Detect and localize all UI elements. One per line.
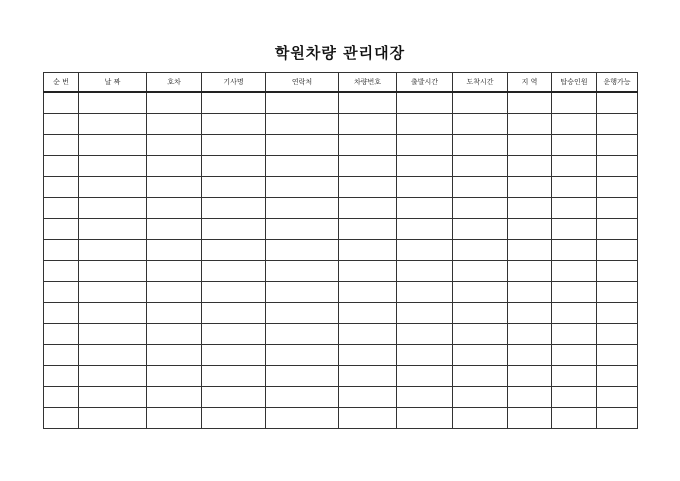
table-cell [453, 135, 508, 156]
table-cell [79, 303, 147, 324]
table-cell [397, 114, 453, 135]
table-cell [202, 261, 266, 282]
table-cell [552, 156, 597, 177]
table-cell [508, 135, 552, 156]
table-cell [597, 219, 638, 240]
table-cell [453, 240, 508, 261]
table-cell [79, 156, 147, 177]
table-cell [79, 135, 147, 156]
table-cell [147, 282, 202, 303]
table-cell [79, 92, 147, 114]
table-cell [44, 198, 79, 219]
table-cell [79, 240, 147, 261]
table-cell [44, 261, 79, 282]
table-cell [266, 282, 339, 303]
table-cell [147, 114, 202, 135]
table-cell [552, 345, 597, 366]
table-cell [508, 198, 552, 219]
table-cell [597, 261, 638, 282]
table-cell [339, 156, 397, 177]
table-cell [202, 240, 266, 261]
table-body [44, 92, 638, 429]
table-cell [147, 156, 202, 177]
table-cell [266, 366, 339, 387]
table-cell [597, 387, 638, 408]
table-cell [147, 261, 202, 282]
table-row [44, 366, 638, 387]
table-cell [339, 92, 397, 114]
table-cell [79, 345, 147, 366]
table-cell [147, 198, 202, 219]
table-cell [453, 387, 508, 408]
table-cell [552, 198, 597, 219]
table-row [44, 282, 638, 303]
table-cell [44, 408, 79, 429]
table-cell [44, 345, 79, 366]
col-header-arrival: 도착시간 [453, 73, 508, 93]
table-cell [44, 240, 79, 261]
table-cell [453, 303, 508, 324]
table-cell [339, 219, 397, 240]
col-header-passengers: 탑승인원 [552, 73, 597, 93]
table-cell [147, 92, 202, 114]
table-cell [552, 366, 597, 387]
table-cell [453, 114, 508, 135]
table-row [44, 345, 638, 366]
table-cell [44, 366, 79, 387]
table-cell [552, 324, 597, 345]
table-cell [397, 366, 453, 387]
table-cell [339, 135, 397, 156]
table-cell [339, 240, 397, 261]
col-header-area: 지 역 [508, 73, 552, 93]
table-cell [202, 366, 266, 387]
table-cell [508, 156, 552, 177]
table-row [44, 92, 638, 114]
table-cell [339, 303, 397, 324]
table-cell [202, 387, 266, 408]
table-cell [147, 303, 202, 324]
col-header-date: 날 짜 [79, 73, 147, 93]
table-cell [44, 177, 79, 198]
table-cell [266, 387, 339, 408]
table-cell [44, 387, 79, 408]
table-cell [339, 408, 397, 429]
table-cell [266, 261, 339, 282]
table-cell [453, 261, 508, 282]
table-cell [266, 240, 339, 261]
table-cell [202, 177, 266, 198]
table-cell [508, 387, 552, 408]
document-title: 학원차량 관리대장 [274, 44, 406, 62]
table-cell [397, 408, 453, 429]
table-cell [508, 240, 552, 261]
table-cell [597, 240, 638, 261]
col-header-departure: 출발시간 [397, 73, 453, 93]
table-cell [202, 282, 266, 303]
table-cell [397, 156, 453, 177]
table-cell [397, 387, 453, 408]
table-cell [202, 135, 266, 156]
table-cell [147, 177, 202, 198]
table-cell [339, 387, 397, 408]
table-cell [266, 92, 339, 114]
table-row [44, 387, 638, 408]
table-cell [147, 387, 202, 408]
table-cell [79, 408, 147, 429]
table-cell [552, 92, 597, 114]
table-cell [44, 156, 79, 177]
table-cell [44, 282, 79, 303]
table-cell [597, 324, 638, 345]
table-cell [44, 114, 79, 135]
table-row [44, 219, 638, 240]
table-cell [202, 219, 266, 240]
table-cell [266, 345, 339, 366]
table-cell [202, 156, 266, 177]
table-cell [339, 198, 397, 219]
table-cell [552, 240, 597, 261]
table-cell [44, 219, 79, 240]
table-cell [508, 92, 552, 114]
table-cell [453, 345, 508, 366]
table-cell [266, 408, 339, 429]
table-cell [597, 408, 638, 429]
table-cell [397, 324, 453, 345]
table-cell [597, 135, 638, 156]
table-cell [266, 177, 339, 198]
table-row [44, 177, 638, 198]
table-cell [453, 219, 508, 240]
table-cell [266, 219, 339, 240]
table-cell [597, 303, 638, 324]
table-cell [552, 177, 597, 198]
table-cell [552, 219, 597, 240]
table-cell [597, 92, 638, 114]
table-cell [79, 198, 147, 219]
table-cell [44, 92, 79, 114]
col-header-vehicle-no: 호차 [147, 73, 202, 93]
table-cell [202, 114, 266, 135]
table-cell [597, 198, 638, 219]
table-row [44, 240, 638, 261]
table-cell [147, 345, 202, 366]
table-cell [397, 282, 453, 303]
table-row [44, 408, 638, 429]
table-cell [339, 282, 397, 303]
table-cell [266, 156, 339, 177]
table-cell [597, 282, 638, 303]
table-cell [202, 303, 266, 324]
table-cell [44, 303, 79, 324]
table-cell [397, 92, 453, 114]
table-cell [508, 177, 552, 198]
table-cell [508, 282, 552, 303]
table-cell [453, 92, 508, 114]
table-cell [147, 135, 202, 156]
table-row [44, 156, 638, 177]
table-cell [552, 135, 597, 156]
table-cell [79, 177, 147, 198]
table-cell [597, 114, 638, 135]
table-row [44, 261, 638, 282]
table-cell [397, 135, 453, 156]
table-cell [202, 408, 266, 429]
col-header-driver: 기사명 [202, 73, 266, 93]
table-cell [508, 114, 552, 135]
vehicle-log-table [43, 72, 638, 429]
col-header-available: 운행가능 [597, 73, 638, 93]
table-cell [44, 324, 79, 345]
table-cell [79, 387, 147, 408]
table-cell [266, 303, 339, 324]
table-cell [508, 303, 552, 324]
table-row [44, 114, 638, 135]
col-header-contact: 연락처 [266, 73, 339, 93]
table-cell [79, 261, 147, 282]
table-cell [597, 366, 638, 387]
table-cell [79, 282, 147, 303]
table-cell [397, 303, 453, 324]
table-cell [552, 114, 597, 135]
table-cell [508, 324, 552, 345]
table-cell [79, 366, 147, 387]
table-cell [397, 345, 453, 366]
table-cell [147, 324, 202, 345]
table-cell [552, 408, 597, 429]
table-cell [339, 366, 397, 387]
table-row [44, 198, 638, 219]
table-cell [453, 198, 508, 219]
table-cell [508, 345, 552, 366]
table-cell [508, 219, 552, 240]
table-cell [339, 114, 397, 135]
table-cell [339, 345, 397, 366]
table-cell [266, 198, 339, 219]
table-cell [147, 219, 202, 240]
table-cell [552, 261, 597, 282]
table-cell [597, 156, 638, 177]
table-cell [266, 324, 339, 345]
table-cell [397, 219, 453, 240]
table-cell [552, 303, 597, 324]
table-cell [508, 408, 552, 429]
table-cell [339, 324, 397, 345]
table-cell [552, 387, 597, 408]
table-cell [453, 177, 508, 198]
table-cell [79, 324, 147, 345]
table-cell [597, 345, 638, 366]
table-cell [552, 282, 597, 303]
table-cell [397, 177, 453, 198]
table-cell [453, 366, 508, 387]
table-cell [147, 408, 202, 429]
table-cell [453, 156, 508, 177]
col-header-seq: 순 번 [44, 73, 79, 93]
table-cell [44, 135, 79, 156]
header-row [44, 73, 638, 93]
table-cell [453, 408, 508, 429]
table-cell [202, 92, 266, 114]
table-cell [202, 324, 266, 345]
table-cell [266, 135, 339, 156]
table-cell [339, 177, 397, 198]
table-cell [339, 261, 397, 282]
table-cell [266, 114, 339, 135]
table-cell [79, 114, 147, 135]
table-cell [397, 261, 453, 282]
table-cell [79, 219, 147, 240]
table-cell [147, 240, 202, 261]
table-cell [147, 366, 202, 387]
table-row [44, 135, 638, 156]
table-row [44, 324, 638, 345]
table-cell [508, 366, 552, 387]
table-cell [202, 198, 266, 219]
table-cell [597, 177, 638, 198]
table-cell [397, 240, 453, 261]
col-header-plate: 차량번호 [339, 73, 397, 93]
table-cell [202, 345, 266, 366]
table-cell [453, 282, 508, 303]
table-cell [508, 261, 552, 282]
table-cell [453, 324, 508, 345]
table-cell [397, 198, 453, 219]
table-row [44, 303, 638, 324]
